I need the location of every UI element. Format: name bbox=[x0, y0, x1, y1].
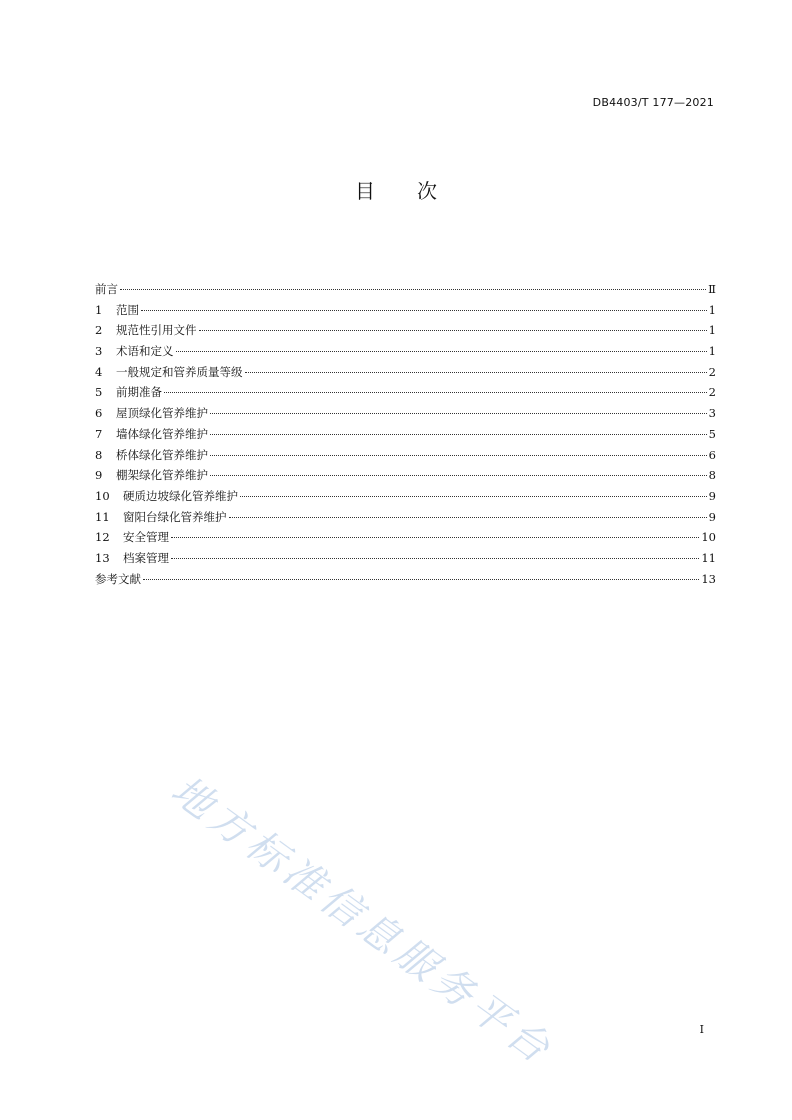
toc-entry-8[interactable] bbox=[95, 447, 716, 468]
toc-leader-dots bbox=[210, 434, 707, 435]
toc-label: 规范性引用文件 bbox=[116, 323, 197, 338]
toc-page-number: 9 bbox=[708, 509, 716, 524]
toc-label: 硬质边坡绿化管养维护 bbox=[123, 488, 238, 503]
page-number: I bbox=[699, 1023, 704, 1036]
document-code: DB4403/T 177—2021 bbox=[592, 96, 714, 109]
toc-leader-dots bbox=[229, 517, 707, 518]
toc-leader-dots bbox=[171, 537, 699, 538]
toc-label: 参考文献 bbox=[95, 571, 141, 586]
toc-label: 一般规定和管养质量等级 bbox=[116, 364, 243, 379]
toc-entry-10[interactable] bbox=[95, 488, 716, 509]
toc-leader-dots bbox=[210, 455, 707, 456]
table-of-contents bbox=[95, 281, 716, 591]
toc-page-number: 2 bbox=[708, 364, 716, 379]
toc-number: 6 bbox=[95, 406, 103, 421]
title-char-2: 次 bbox=[417, 179, 437, 203]
toc-page-number: 9 bbox=[708, 488, 716, 503]
toc-page-number: 8 bbox=[708, 468, 716, 483]
toc-leader-dots bbox=[120, 289, 706, 290]
toc-page-number: 2 bbox=[708, 385, 716, 400]
toc-page-number: 1 bbox=[708, 344, 716, 359]
toc-entry-2[interactable] bbox=[95, 322, 716, 343]
toc-leader-dots bbox=[210, 475, 707, 476]
toc-page-number: 10 bbox=[701, 530, 716, 545]
toc-label: 屋顶绿化管养维护 bbox=[116, 406, 208, 421]
toc-leader-dots bbox=[199, 330, 707, 331]
toc-leader-dots bbox=[245, 372, 707, 373]
toc-page-number: 5 bbox=[708, 426, 716, 441]
page-title bbox=[0, 175, 792, 204]
toc-entry-1[interactable] bbox=[95, 302, 716, 323]
toc-page-number: 11 bbox=[701, 550, 716, 565]
toc-number: 9 bbox=[95, 468, 103, 483]
toc-number: 3 bbox=[95, 344, 103, 359]
toc-label: 档案管理 bbox=[123, 550, 169, 565]
toc-label: 术语和定义 bbox=[116, 344, 174, 359]
toc-entry-7[interactable] bbox=[95, 426, 716, 447]
toc-number: 13 bbox=[95, 550, 110, 565]
title-char-1: 目 bbox=[355, 179, 375, 203]
toc-number: 5 bbox=[95, 385, 103, 400]
toc-entry-3[interactable] bbox=[95, 343, 716, 364]
toc-number: 4 bbox=[95, 364, 103, 379]
toc-page-number: Ⅱ bbox=[708, 282, 716, 296]
toc-page-number: 1 bbox=[708, 323, 716, 338]
toc-label: 前期准备 bbox=[116, 385, 162, 400]
toc-number: 8 bbox=[95, 447, 103, 462]
toc-label: 桥体绿化管养维护 bbox=[116, 447, 208, 462]
toc-entry-4[interactable] bbox=[95, 364, 716, 385]
toc-entry-references[interactable] bbox=[95, 571, 716, 592]
toc-leader-dots bbox=[141, 310, 707, 311]
toc-number: 1 bbox=[95, 302, 103, 317]
toc-label: 窗阳台绿化管养维护 bbox=[123, 509, 227, 524]
toc-leader-dots bbox=[171, 558, 699, 559]
toc-entry-11[interactable] bbox=[95, 509, 716, 530]
toc-page-number: 3 bbox=[708, 406, 716, 421]
toc-number: 7 bbox=[95, 426, 103, 441]
toc-leader-dots bbox=[210, 413, 707, 414]
toc-entry-12[interactable] bbox=[95, 529, 716, 550]
toc-page-number: 6 bbox=[708, 447, 716, 462]
toc-entry-foreword[interactable] bbox=[95, 281, 716, 302]
toc-label: 墙体绿化管养维护 bbox=[116, 426, 208, 441]
toc-number: 12 bbox=[95, 530, 110, 545]
toc-leader-dots bbox=[240, 496, 707, 497]
toc-leader-dots bbox=[176, 351, 707, 352]
toc-label: 前言 bbox=[95, 282, 118, 296]
toc-entry-5[interactable] bbox=[95, 384, 716, 405]
toc-number: 10 bbox=[95, 488, 110, 503]
toc-number: 2 bbox=[95, 323, 103, 338]
toc-label: 范围 bbox=[116, 302, 139, 317]
toc-entry-9[interactable] bbox=[95, 467, 716, 488]
watermark: 地方标准信息服务平台 bbox=[162, 767, 562, 1075]
toc-page-number: 13 bbox=[701, 571, 716, 586]
toc-number: 11 bbox=[95, 509, 110, 524]
toc-leader-dots bbox=[143, 579, 699, 580]
toc-entry-13[interactable] bbox=[95, 550, 716, 571]
toc-entry-6[interactable] bbox=[95, 405, 716, 426]
toc-leader-dots bbox=[164, 392, 707, 393]
toc-label: 棚架绿化管养维护 bbox=[116, 468, 208, 483]
toc-label: 安全管理 bbox=[123, 530, 169, 545]
toc-page-number: 1 bbox=[708, 302, 716, 317]
